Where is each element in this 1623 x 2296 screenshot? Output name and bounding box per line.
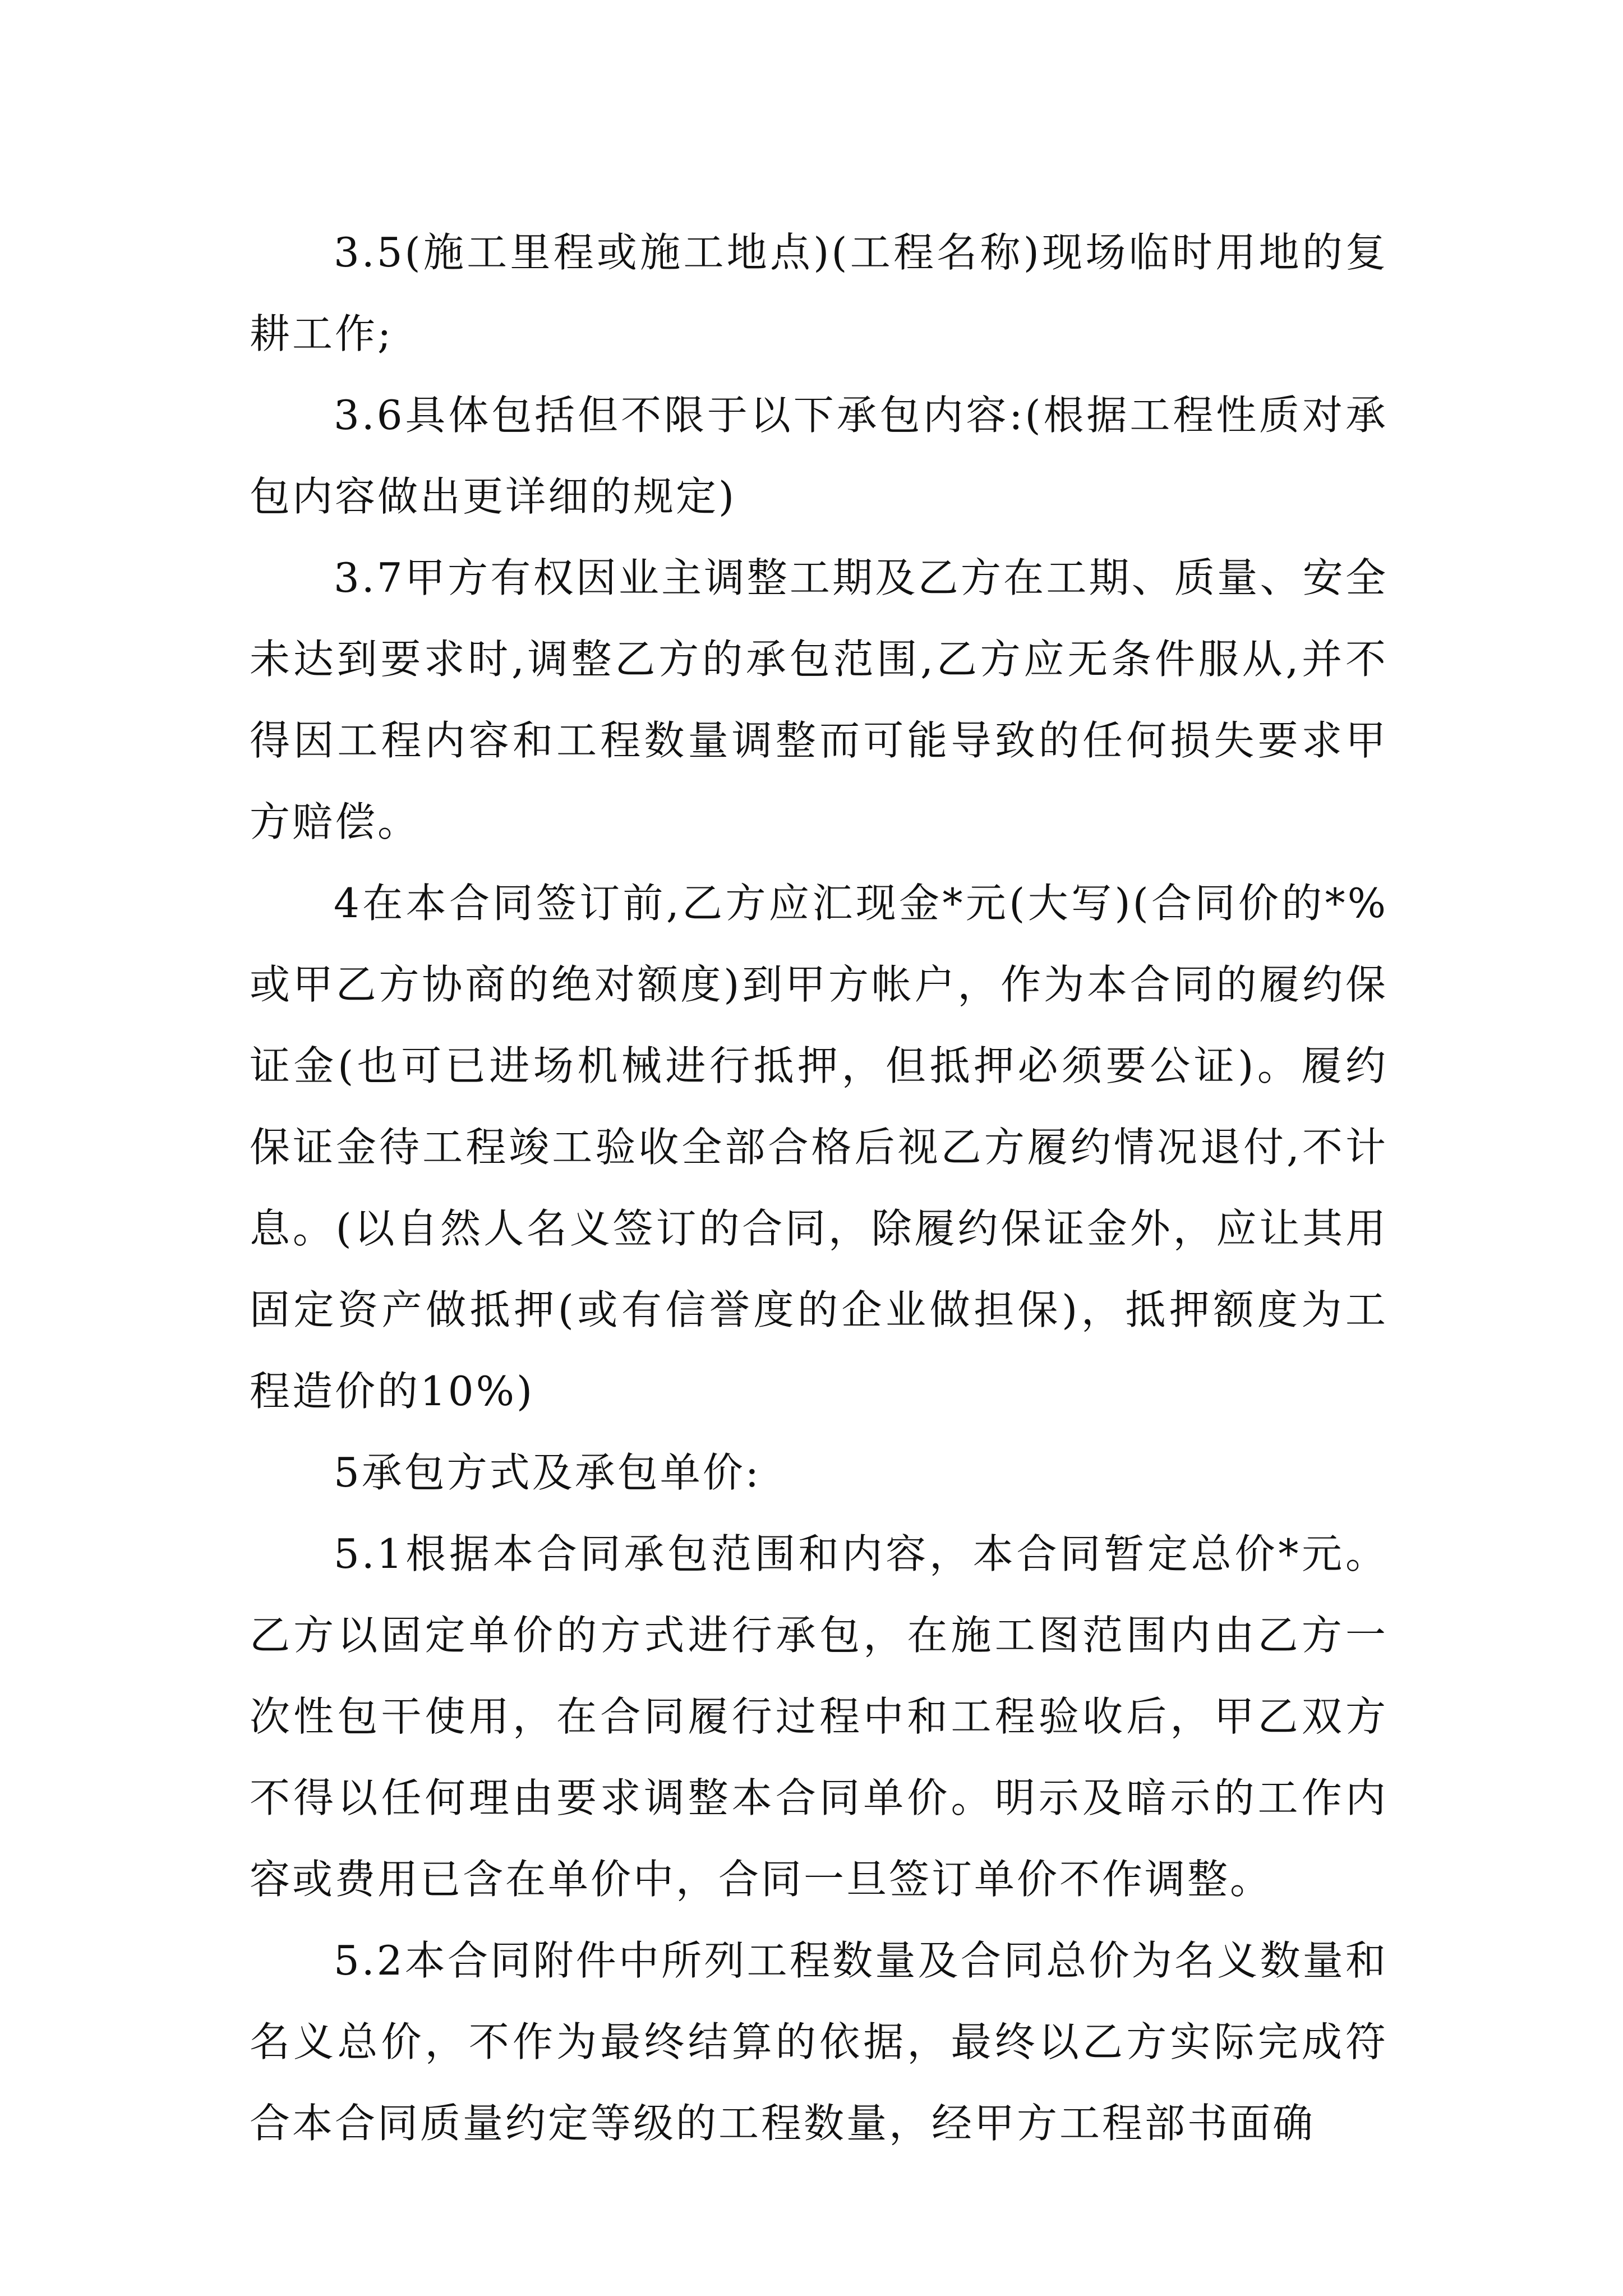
document-body [250,212,1388,2164]
paragraph-5-heading: 5承包方式及承包单价: [334,1449,762,1496]
paragraph-3-5: 3.5(施工里程或施工地点)(工程名称)现场临时用地的复耕工作; [250,229,1388,357]
paragraph-5-2: 5.2本合同附件中所列工程数量及合同总价为名义数量和名义总价，不作为最终结算的依据，最终以乙方实际完成符合本合同质量约定等级的工程数量，经甲方工程部书面确 [250,1937,1388,2147]
paragraph-3-6: 3.6具体包括但不限于以下承包内容:(根据工程性质对承包内容做出更详细的规定) [250,392,1388,520]
paragraph-5-1: 5.1根据本合同承包范围和内容，本合同暂定总价*元。乙方以固定单价的方式进行承包，在施工图范围内由乙方一次性包干使用，在合同履行过程中和工程验收后，甲乙双方不得以任何理由要求调整本合同单价。明示及暗示的工作内容或费用已含在单价中，合同一旦签订单价不作调整。 [250,1530,1388,1903]
paragraph-3-7: 3.7甲方有权因业主调整工期及乙方在工期、质量、安全未达到要求时,调整乙方的承包范围,乙方应无条件服从,并不得因工程内容和工程数量调整而可能导致的任何损失要求甲方赔偿。 [250,554,1388,845]
paragraph-4: 4在本合同签订前,乙方应汇现金*元(大写)(合同价的*%或甲乙方协商的绝对额度)到甲方帐户，作为本合同的履约保证金(也可已进场机械进行抵押，但抵押必须要公证)。履约保证金待工程竣工验收全部合格后视乙方履约情况退付,不计息。(以自然人名义签订的合同，除履约保证金外，应让其用固定资产做抵押(或有信誉度的企业做担保)，抵押额度为工程造价的10%) [250,880,1388,1415]
